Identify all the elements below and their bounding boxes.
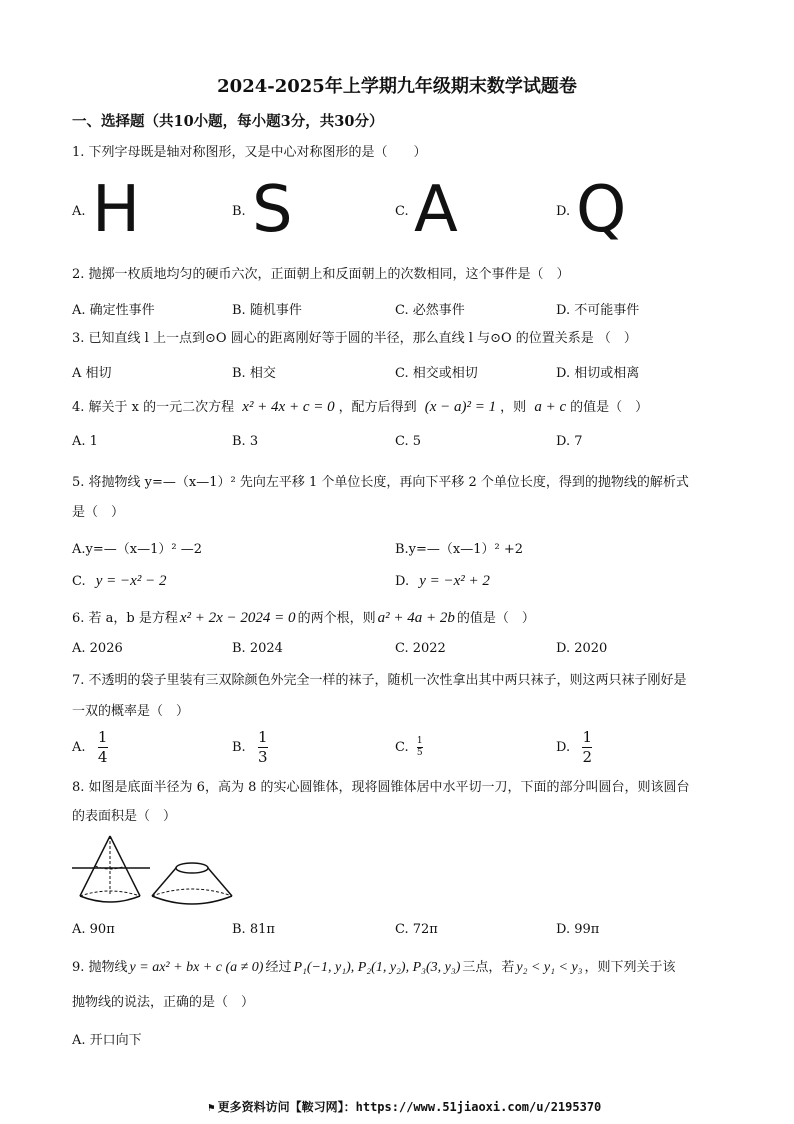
question-7-line-1: 7. 不透明的袋子里装有三双除颜色外完全一样的袜子，随机一次性拿出其中两只袜子，则这两只袜子刚好是 [72, 673, 687, 688]
question-6-stem [72, 609, 535, 628]
q7-option-b-label: B. [232, 740, 246, 755]
q6-stem-part-b: 的两个根，则 [297, 611, 376, 626]
q1-option-d-letter: Q [576, 173, 627, 247]
q8-option-c: C. 72π [395, 922, 438, 937]
q6-option-c: C. 2022 [395, 641, 446, 656]
q9-stem-part-d: ，则下列关于该 [584, 960, 676, 975]
q2-option-a: A. 确定性事件 [72, 303, 155, 318]
q1-option-b-label: B. [232, 204, 246, 219]
question-1-stem: 1. 下列字母既是轴对称图形，又是中心对称图形的是（ ） [72, 145, 427, 160]
question-9-line-2: 抛物线的说法，正确的是（ ） [72, 995, 255, 1010]
q9-equation: y = ax² + bx + c (a ≠ 0) [129, 960, 264, 975]
q6-option-d: D. 2020 [556, 641, 608, 656]
q5-option-b: B.y=—（x—1）² +2 [395, 542, 524, 557]
question-7-line-2: 一双的概率是（ ） [72, 704, 190, 719]
numerator: 1 [258, 728, 268, 746]
numerator: 1 [97, 728, 108, 746]
q3-option-a: A 相切 [72, 366, 112, 381]
q6-option-a: A. 2026 [72, 641, 123, 656]
q6-equation: x² + 2x − 2024 = 0 [179, 610, 296, 626]
q4-equation: x² + 4x + c = 0 [242, 399, 335, 415]
q1-option-b-letter: S [252, 173, 293, 247]
flag-icon: ⚑ [208, 1101, 215, 1114]
frustum-base-front [152, 896, 232, 904]
q4-completed-square: (x − a)² = 1 [424, 399, 497, 415]
q8-option-d: D. 99π [556, 922, 600, 937]
q4-option-c: C. 5 [395, 434, 422, 449]
q8-option-a: A. 90π [72, 922, 115, 937]
q7-option-a-fraction [98, 730, 108, 765]
q5-option-c [72, 573, 166, 590]
cone-base-front [80, 896, 140, 902]
q1-option-c-label: C. [395, 204, 409, 219]
question-2-stem: 2. 抛掷一枚质地均匀的硬币六次，正面朝上和反面朝上的次数相同，这个事件是（ ） [72, 267, 570, 282]
q1-option-a-label: A. [72, 204, 86, 219]
q3-option-c: C. 相交或相切 [395, 366, 478, 381]
q7-option-a [72, 730, 108, 765]
q4-stem-part-a: 4. 解关于 x 的一元二次方程 [72, 400, 235, 415]
denominator: 4 [97, 748, 108, 766]
q7-option-c-label: C. [395, 740, 409, 755]
frustum-top [176, 863, 208, 873]
q7-option-d [556, 730, 592, 765]
denominator: 5 [416, 748, 423, 758]
q7-option-b-fraction [258, 730, 268, 765]
question-9-stem [72, 959, 676, 977]
question-5-line-2: 是（ ） [72, 505, 125, 520]
question-8-line-1: 8. 如图是底面半径为 6，高为 8 的实心圆锥体，现将圆锥体居中水平切一刀，下面的部分叫圆台，则该圆台 [72, 780, 690, 795]
question-3-stem: 3. 已知直线 l 上一点到⊙O 圆心的距离刚好等于圆的半径，那么直线 l 与⊙O 的位置关系是 （ ） [72, 331, 637, 346]
q4-option-d: D. 7 [556, 434, 583, 449]
q7-option-a-label: A. [72, 740, 86, 755]
q7-option-b [232, 730, 268, 765]
q5-option-c-equation: y = −x² − 2 [95, 573, 167, 589]
page-title: 2024-2025年上学期九年级期末数学试题卷 [217, 76, 577, 97]
q4-stem-part-b: ，配方后得到 [338, 400, 417, 415]
q1-option-d-label: D. [556, 204, 571, 219]
section-heading: 一、选择题（共10小题，每小题3分，共30分） [72, 113, 384, 130]
numerator: 1 [582, 728, 592, 746]
q2-option-c: C. 必然事件 [395, 303, 465, 318]
numerator: 1 [416, 736, 423, 746]
q4-option-b: B. 3 [232, 434, 259, 449]
frustum-left-edge [152, 868, 176, 896]
q5-option-a: A.y=—（x—1）² —2 [72, 542, 202, 557]
q5-option-d-label: D. [395, 574, 410, 589]
q5-option-c-label: C. [72, 574, 86, 589]
q4-stem-part-c: ，则 [500, 400, 527, 415]
q5-option-d-equation: y = −x² + 2 [419, 573, 490, 589]
q5-option-d [395, 573, 490, 590]
q1-option-a-letter: H [92, 173, 141, 247]
cone-frustum-figure [70, 832, 240, 912]
q4-option-a: A. 1 [72, 434, 98, 449]
denominator: 2 [582, 748, 592, 766]
q4-stem-part-d: 的值是（ ） [570, 400, 649, 415]
q9-option-a: A. 开口向下 [72, 1033, 142, 1048]
q7-option-d-label: D. [556, 740, 571, 755]
footer-link[interactable] [208, 1098, 601, 1115]
q9-stem-part-b: 经过 [265, 960, 292, 975]
q3-option-d: D. 相切或相离 [556, 366, 640, 381]
q9-points: P₁(−1, y₁), P₂(1, y₂), P₃(3, y₃) [293, 960, 461, 975]
frustum-right-edge [208, 868, 232, 896]
q2-option-b: B. 随机事件 [232, 303, 302, 318]
q6-option-b: B. 2024 [232, 641, 283, 656]
question-8-line-2: 的表面积是（ ） [72, 809, 177, 824]
q9-stem-part-c: 三点，若 [462, 960, 515, 975]
question-4-stem [72, 398, 648, 417]
question-5-line-1: 5. 将抛物线 y=—（x—1）² 先向左平移 1 个单位长度，再向下平移 2 个单位长度，得到的抛物线的解析式 [72, 475, 689, 490]
q1-option-c-letter: A [414, 173, 458, 247]
q7-option-c-fraction [417, 737, 423, 758]
footer-text: 更多资料访问【鞍习网】：https://www.51jiaoxi.com/u/2195370 [217, 1100, 602, 1114]
q9-inequality: y₂ < y₁ < y₃ [516, 960, 583, 975]
q6-stem-part-c: 的值是（ ） [456, 611, 535, 626]
q3-option-b: B. 相交 [232, 366, 276, 381]
q4-expression: a + c [534, 399, 567, 415]
q6-stem-part-a: 6. 若 a，b 是方程 [72, 611, 178, 626]
q2-option-d: D. 不可能事件 [556, 303, 640, 318]
q7-option-c [395, 737, 423, 758]
q7-option-d-fraction [582, 730, 592, 765]
q9-stem-part-a: 9. 抛物线 [72, 960, 128, 975]
q8-option-b: B. 81π [232, 922, 275, 937]
q6-expression: a² + 4a + 2b [377, 610, 455, 626]
denominator: 3 [258, 748, 268, 766]
frustum-base-back [152, 889, 232, 896]
